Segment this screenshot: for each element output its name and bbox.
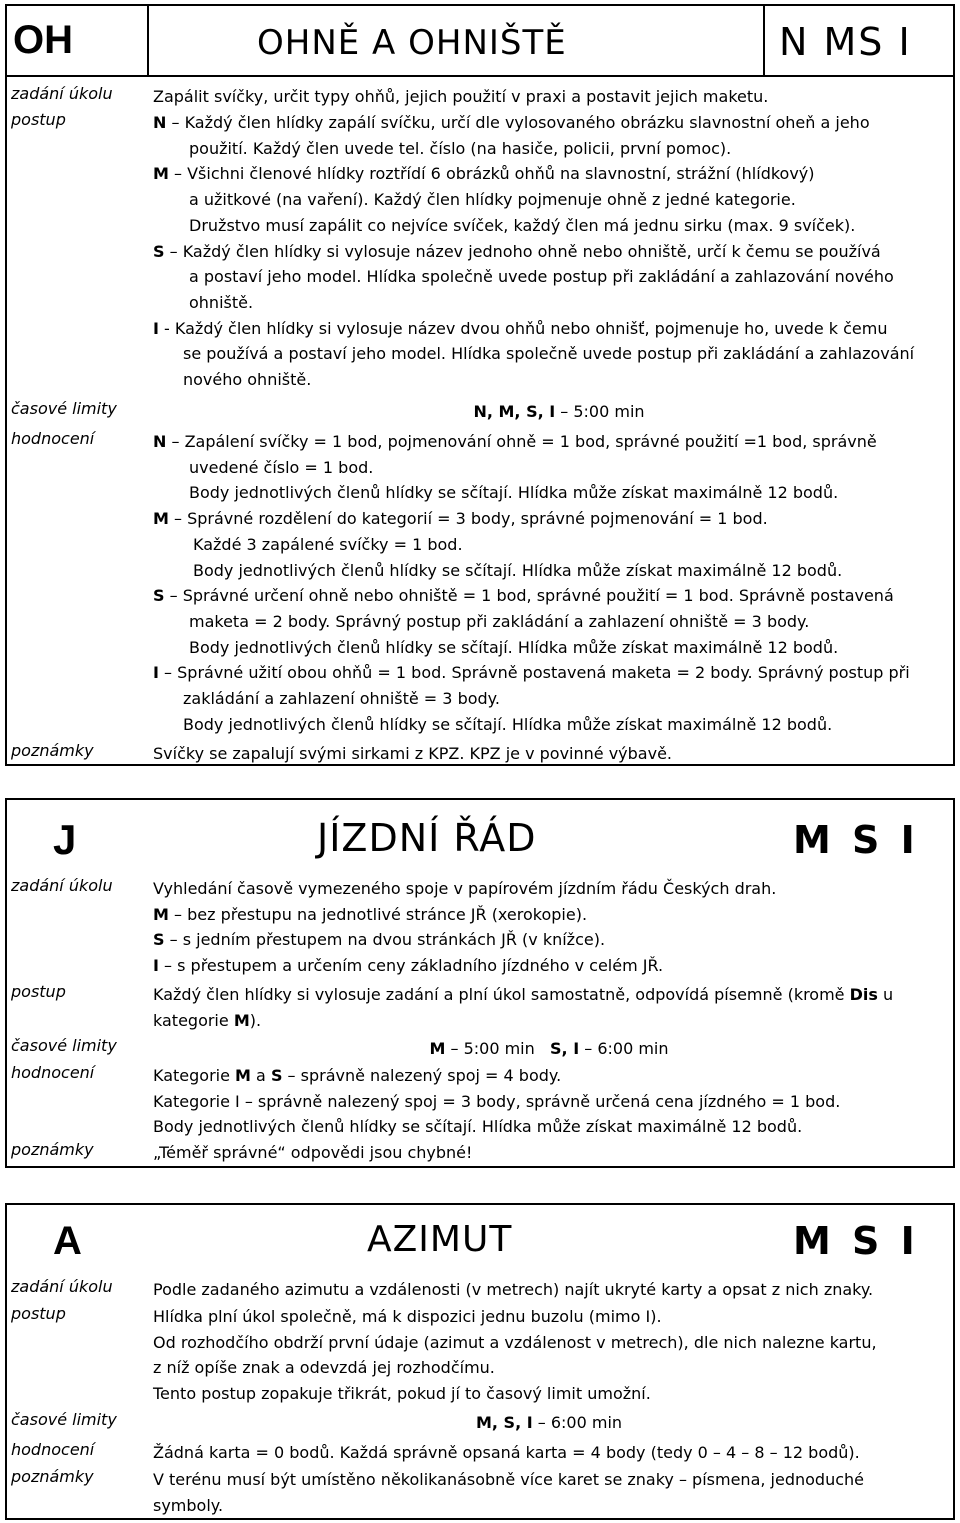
label-procedure: postup (11, 1304, 66, 1323)
card-header (7, 6, 953, 77)
label-time: časové limity (11, 1036, 117, 1055)
label-time: časové limity (11, 1410, 117, 1429)
time-limit: N, M, S, I – 5:00 min (473, 402, 645, 421)
label-procedure: postup (11, 110, 66, 129)
discipline-code: J (53, 816, 77, 863)
discipline-code: A (53, 1219, 82, 1263)
notes-text: „Téměř správné“ odpovědi jsou chybné! (153, 1143, 473, 1162)
procedure-text: N – Každý člen hlídky zapálí svíčku, určí dle vylosovaného obrázku slavnostní oheň a jeho použití. Každý člen uvede tel. číslo (na hasiče, policii, první pomoc). M – Všichni členové hlídky roztřídí 6 obrázků ohňů na slavnostní, strážní (hlídkový) a užitkové (na vaření). Každý člen hlídky pojmenuje ohně z jedné kategorie. Družstvo musí zapálit co nejvíce svíček, každý člen má jednu sirku (max. 9 svíček). S – Každý člen hlídky si vylosuje název jednoho ohně nebo ohniště, určí k čemu se používá a postaví jeho model. Hlídka společně uvede postup při zakládání a zahlazování nového ohniště. I - Každý člen hlídky si vylosuje název dvou ohňů nebo ohnišť, pojmenuje ho, uvede k čemu se používá a postaví jeho model. Hlídka společně uvede postup při zakládání a zahlazování nového ohniště. (153, 113, 915, 390)
label-task: zadání úkolu (11, 876, 113, 895)
label-scoring: hodnocení (11, 1440, 95, 1459)
notes-text: V terénu musí být umístěno několikanásobně více karet se znaky – písmena, jednoduché symboly. (153, 1470, 864, 1515)
scoring-text: Kategorie M a S – správně nalezený spoj = 4 body. Kategorie I – správně nalezený spoj = 3 body, správně určená cena jízdného = 1 bod. Body jednotlivých členů hlídky se sčítají. Hlídka může získat maximálně 12 bodů. (153, 1066, 841, 1137)
discipline-categories: N MS I (779, 20, 912, 64)
notes-text: Svíčky se zapalují svými sirkami z KPZ. KPZ je v povinné výbavě. (153, 744, 673, 763)
discipline-categories: M S I (793, 818, 919, 862)
discipline-categories: M S I (793, 1219, 919, 1263)
discipline-title: AZIMUT (367, 1219, 513, 1260)
card-azimut (5, 1203, 955, 1520)
card-ohne-a-ohniste (5, 4, 955, 766)
label-notes: poznámky (11, 1467, 94, 1486)
label-task: zadání úkolu (11, 1277, 113, 1296)
discipline-title: JÍZDNÍ ŘÁD (317, 816, 537, 860)
procedure-text: Hlídka plní úkol společně, má k dispozici jednu buzolu (mimo I). Od rozhodčího obdrží první údaje (azimut a vzdálenost v metrech), dle nich nalezne kartu, z níž opíše znak a odevzdá jej rozhodčímu. Tento postup zopakuje třikrát, pokud jí to časový limit umožní. (153, 1307, 877, 1404)
discipline-title: OHNĚ A OHNIŠTĚ (257, 23, 567, 63)
header-divider (763, 6, 765, 77)
label-scoring: hodnocení (11, 429, 95, 448)
label-task: zadání úkolu (11, 84, 113, 103)
task-text: Vyhledání časově vymezeného spoje v papírovém jízdním řádu Českých drah. M – bez přestupu na jednotlivé stránce JŘ (xerokopie). S – s jedním přestupem na dvou stránkách JŘ (v knížce). I – s přestupem a určením ceny základního jízdného v celém JŘ. (153, 879, 777, 976)
card-jizdni-rad (5, 798, 955, 1168)
label-notes: poznámky (11, 1140, 94, 1159)
scoring-text: Žádná karta = 0 bodů. Každá správně opsaná karta = 4 body (tedy 0 – 4 – 8 – 12 bodů). (153, 1443, 860, 1462)
header-divider (147, 6, 149, 77)
scoring-text: N – Zapálení svíčky = 1 bod, pojmenování ohně = 1 bod, správné použití =1 bod, správně uvedené číslo = 1 bod. Body jednotlivých členů hlídky se sčítají. Hlídka může získat maximálně 12 bodů. M – Správné rozdělení do kategorií = 3 body, správné pojmenování = 1 bod. Každé 3 zapálené svíčky = 1 bod. Body jednotlivých členů hlídky se sčítají. Hlídka může získat maximálně 12 bodů. S – Správné určení ohně nebo ohniště = 1 bod, správné použití = 1 bod. Správně postavená maketa = 2 body. Správný postup při zakládání a zahlazení ohniště = 3 body. Body jednotlivých členů hlídky se sčítají. Hlídka může získat maximálně 12 bodů. I – Správné užití obou ohňů = 1 bod. Správně postavená maketa = 2 body. Správný postup při zakládání a zahlazení ohniště = 3 body. Body jednotlivých členů hlídky se sčítají. Hlídka může získat maximálně 12 bodů. (153, 432, 910, 734)
task-text: Zapálit svíčky, určit typy ohňů, jejich použití v praxi a postavit jejich maketu. (153, 87, 769, 106)
time-limit: M – 5:00 min S, I – 6:00 min (429, 1039, 669, 1058)
label-scoring: hodnocení (11, 1063, 95, 1082)
time-limit: M, S, I – 6:00 min (475, 1413, 623, 1432)
procedure-text: Každý člen hlídky si vylosuje zadání a plní úkol samostatně, odpovídá písemně (kromě Dis u kategorie M). (153, 985, 894, 1030)
label-time: časové limity (11, 399, 117, 418)
label-notes: poznámky (11, 741, 94, 760)
label-procedure: postup (11, 982, 66, 1001)
task-text: Podle zadaného azimutu a vzdálenosti (v metrech) najít ukryté karty a opsat z nich znaky. (153, 1280, 874, 1299)
discipline-code: OH (13, 18, 73, 62)
